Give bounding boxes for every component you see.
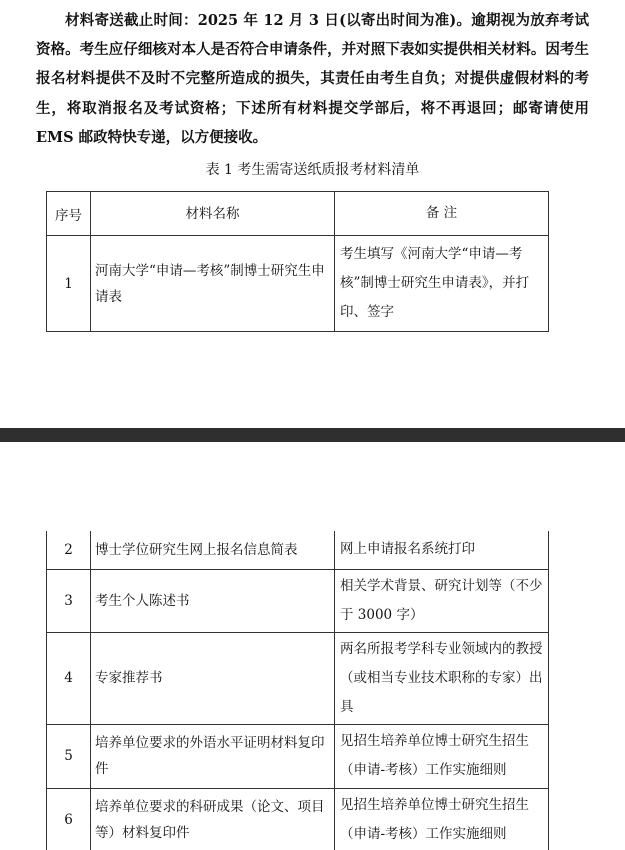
row-note: 考生填写《河南大学“申请—考核”制博士研究生申请表》，并打印、签字 [335,236,549,332]
row-no: 1 [47,236,91,332]
row-note: 见招生培养单位博士研究生招生（申请-考核）工作实施细则 [335,788,549,850]
row-name: 培养单位要求的外语水平证明材料复印件 [91,724,335,788]
table-caption: 表 1 考生需寄送纸质报考材料清单 [205,162,420,178]
table-row [47,236,549,332]
row-name: 考生个人陈述书 [91,569,335,632]
row-name: 培养单位要求的科研成果（论文、项目等）材料复印件 [91,788,335,850]
intro-paragraph: 材料寄送截止时间：2025 年 12 月 3 日(以寄出时间为准)。逾期视为放弃考试资格。考生应仔细核对本人是否符合申请条件，并对照下表如实提供相关材料。因考生报名材料提供不及时不完整所造成的损失，其责任由考生自负；对提供虚假材料的考生，将取消报名及考试资格；下述所有材料提交学部后，将不再退回；邮寄请使用 EMS 邮政特快专递，以方便接收。 [36,12,589,146]
row-no: 3 [47,569,91,632]
table-row [47,724,549,788]
table-header-row [47,192,549,236]
table-row [47,788,549,850]
row-note: 见招生培养单位博士研究生招生（申请-考核）工作实施细则 [335,724,549,788]
row-no: 4 [47,632,91,724]
materials-table-part2 [46,531,549,850]
row-name: 河南大学“申请—考核”制博士研究生申请表 [91,236,335,332]
table-row [47,531,549,569]
row-note: 两名所报考学科专业领域内的教授（或相当专业技术职称的专家）出具 [335,632,549,724]
page-bottom [0,442,625,850]
page-divider [0,428,625,442]
header-no: 序号 [47,192,91,236]
header-name: 材料名称 [91,192,335,236]
row-no: 6 [47,788,91,850]
row-note: 网上申请报名系统打印 [335,531,549,569]
header-note: 备 注 [335,192,549,236]
row-no: 5 [47,724,91,788]
row-name: 专家推荐书 [91,632,335,724]
row-note: 相关学术背景、研究计划等（不少于 3000 字） [335,569,549,632]
row-no: 2 [47,531,91,569]
table-row [47,632,549,724]
row-name: 博士学位研究生网上报名信息简表 [91,531,335,569]
materials-table-part1 [46,191,549,332]
table-row [47,569,549,632]
